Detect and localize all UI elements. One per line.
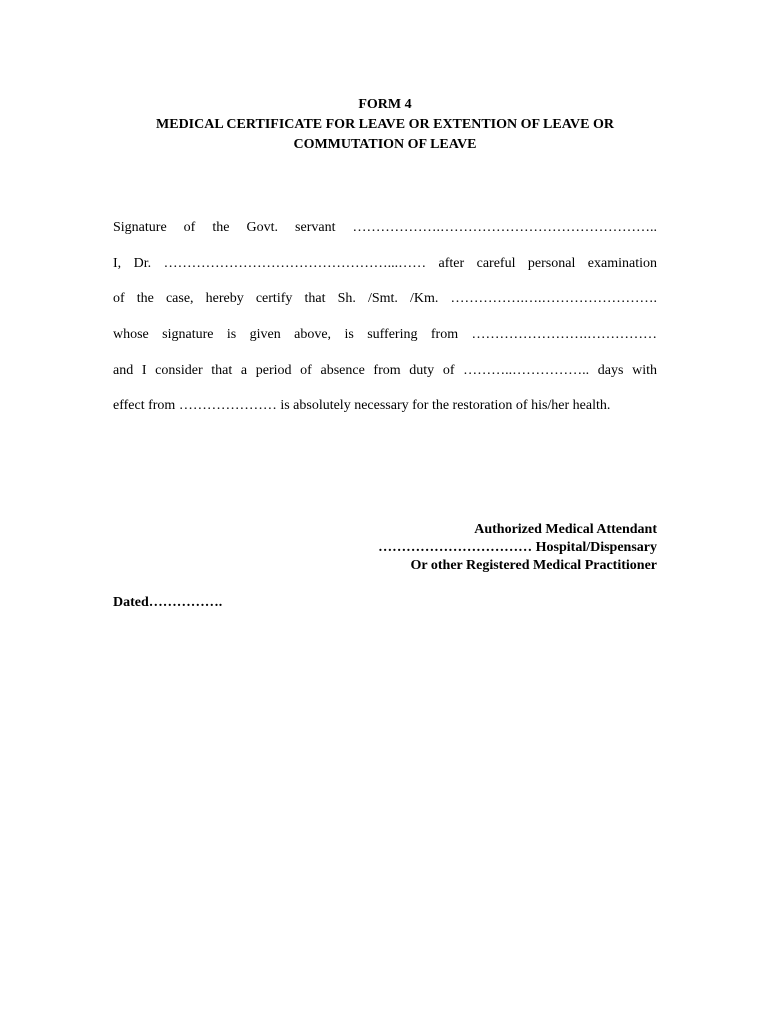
effect-from-line: effect from ………………… is absolutely necessary for the restoration of his/her health. bbox=[113, 398, 611, 413]
signature-block bbox=[300, 521, 657, 575]
authorized-medical-attendant: Authorized Medical Attendant bbox=[474, 522, 657, 537]
absence-period-line: and I consider that a period of absence from duty of ………..…………….. days with bbox=[113, 363, 657, 378]
suffering-from-line: whose signature is given above, is suffering from …………………….…………… bbox=[113, 327, 657, 342]
certify-name-line: of the case, hereby certify that Sh. /Smt. /Km. …………….….……………………. bbox=[113, 291, 657, 306]
doctor-name-line: I, Dr. …………………………………………...…… after careful personal examination bbox=[113, 256, 657, 271]
hospital-dispensary: …………………………… Hospital/Dispensary bbox=[378, 540, 657, 555]
registered-practitioner: Or other Registered Medical Practitioner bbox=[410, 558, 657, 573]
dated-field: Dated……………. bbox=[113, 595, 223, 610]
form-number: FORM 4 bbox=[358, 97, 412, 112]
form-title-line-2: COMMUTATION OF LEAVE bbox=[293, 137, 477, 152]
form-header bbox=[100, 95, 670, 155]
signature-govt-servant-line: Signature of the Govt. servant ……………….……………………………………….. bbox=[113, 220, 657, 235]
form-title-line-1: MEDICAL CERTIFICATE FOR LEAVE OR EXTENTION OF LEAVE OR bbox=[156, 117, 614, 132]
